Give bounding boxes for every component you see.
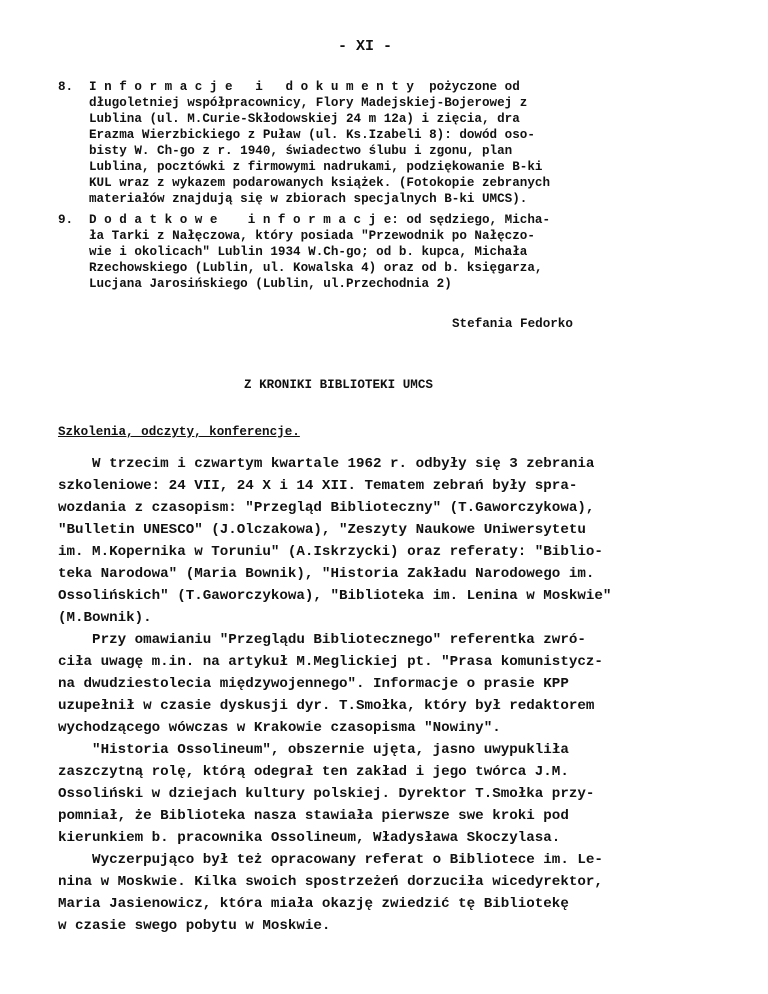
list-item-line: D o d a t k o w e i n f o r m a c j e: od sędziego, Micha- xyxy=(89,213,551,227)
body-line: pomniał, że Biblioteka nasza stawiała pierwsze swe kroki pod xyxy=(58,808,569,824)
body-line: "Historia Ossolineum", obszernie ujęta, jasno uwypukliła xyxy=(58,742,569,758)
list-item-line: ła Tarki z Nałęczowa, który posiada "Przewodnik po Nałęczo- xyxy=(89,229,535,243)
body-line: wychodzącego wówczas w Krakowie czasopisma "Nowiny". xyxy=(58,720,501,736)
list-item-number: 8. xyxy=(58,80,74,94)
list-item-line: wie i okolicach" Lublin 1934 W.Ch-go; od b. kupca, Michała xyxy=(89,245,528,259)
body-line: Przy omawianiu "Przeglądu Bibliotecznego" referentka zwró- xyxy=(58,632,586,648)
subsection-title: Szkolenia, odczyty, konferencje. xyxy=(58,425,300,439)
body-line: teka Narodowa" (Maria Bownik), "Historia Zakładu Narodowego im. xyxy=(58,566,595,582)
list-item-line: Erazma Wierzbickiego z Puław (ul. Ks.Izabeli 8): dowód oso- xyxy=(89,128,535,142)
body-line: kierunkiem b. pracownika Ossolineum, Władysława Skoczylasa. xyxy=(58,830,561,846)
body-line: szkoleniowe: 24 VII, 24 X i 14 XII. Tematem zebrań były spra- xyxy=(58,478,578,494)
list-item-line: materiałów znajdują się w zbiorach specjalnych B-ki UMCS). xyxy=(89,192,528,206)
body-line: W trzecim i czwartym kwartale 1962 r. odbyły się 3 zebrania xyxy=(58,456,595,472)
list-item-line: I n f o r m a c j e i d o k u m e n t y pożyczone od xyxy=(89,80,520,94)
list-item-line: długoletniej współpracownicy, Flory Madejskiej-Bojerowej z xyxy=(89,96,528,110)
body-line: w czasie swego pobytu w Moskwie. xyxy=(58,918,331,934)
body-line: ciła uwagę m.in. na artykuł M.Meglickiej pt. "Prasa komunistycz- xyxy=(58,654,603,670)
body-line: wozdania z czasopism: "Przegląd Biblioteczny" (T.Gaworczykowa), xyxy=(58,500,595,516)
body-line: (M.Bownik). xyxy=(58,610,152,626)
body-line: zaszczytną rolę, którą odegrał ten zakład i jego twórca J.M. xyxy=(58,764,569,780)
body-line: Ossolińskich" (T.Gaworczykowa), "Biblioteka im. Lenina w Moskwie" xyxy=(58,588,612,604)
body-line: nina w Moskwie. Kilka swoich spostrzeżeń dorzuciła wicedyrektor, xyxy=(58,874,603,890)
body-line: "Bulletin UNESCO" (J.Olczakowa), "Zeszyty Naukowe Uniwersytetu xyxy=(58,522,586,538)
list-item-number: 9. xyxy=(58,213,74,227)
list-item-line: Lucjana Jarosińskiego (Lublin, ul.Przechodnia 2) xyxy=(89,277,452,291)
list-item-line: Rzechowskiego (Lublin, ul. Kowalska 4) oraz od b. księgarza, xyxy=(89,261,543,275)
section-title: Z KRONIKI BIBLIOTEKI UMCS xyxy=(244,378,433,392)
body-line: Wyczerpująco był też opracowany referat o Bibliotece im. Le- xyxy=(58,852,603,868)
list-item-line: Lublina (ul. M.Curie-Skłodowskiej 24 m 12a) i zięcia, dra xyxy=(89,112,520,126)
body-line: im. M.Kopernika w Toruniu" (A.Iskrzycki) oraz referaty: "Biblio- xyxy=(58,544,603,560)
list-item-line: Lublina, pocztówki z firmowymi nadrukami, podziękowanie B-ki xyxy=(89,160,543,174)
body-line: uzupełnił w czasie dyskusji dyr. T.Smołka, który był redaktorem xyxy=(58,698,595,714)
body-line: Maria Jasienowicz, która miała okazję zwiedzić tę Bibliotekę xyxy=(58,896,569,912)
list-item-line: KUL wraz z wykazem podarowanych książek. (Fotokopie zebranych xyxy=(89,176,551,190)
list-item-line: bisty W. Ch-go z r. 1940, świadectwo ślubu i zgonu, plan xyxy=(89,144,513,158)
signature: Stefania Fedorko xyxy=(452,317,573,331)
body-line: na dwudziestolecia międzywojennego". Informacje o prasie KPP xyxy=(58,676,569,692)
page-number: - XI - xyxy=(338,38,393,55)
body-line: Ossoliński w dziejach kultury polskiej. Dyrektor T.Smołka przy- xyxy=(58,786,595,802)
